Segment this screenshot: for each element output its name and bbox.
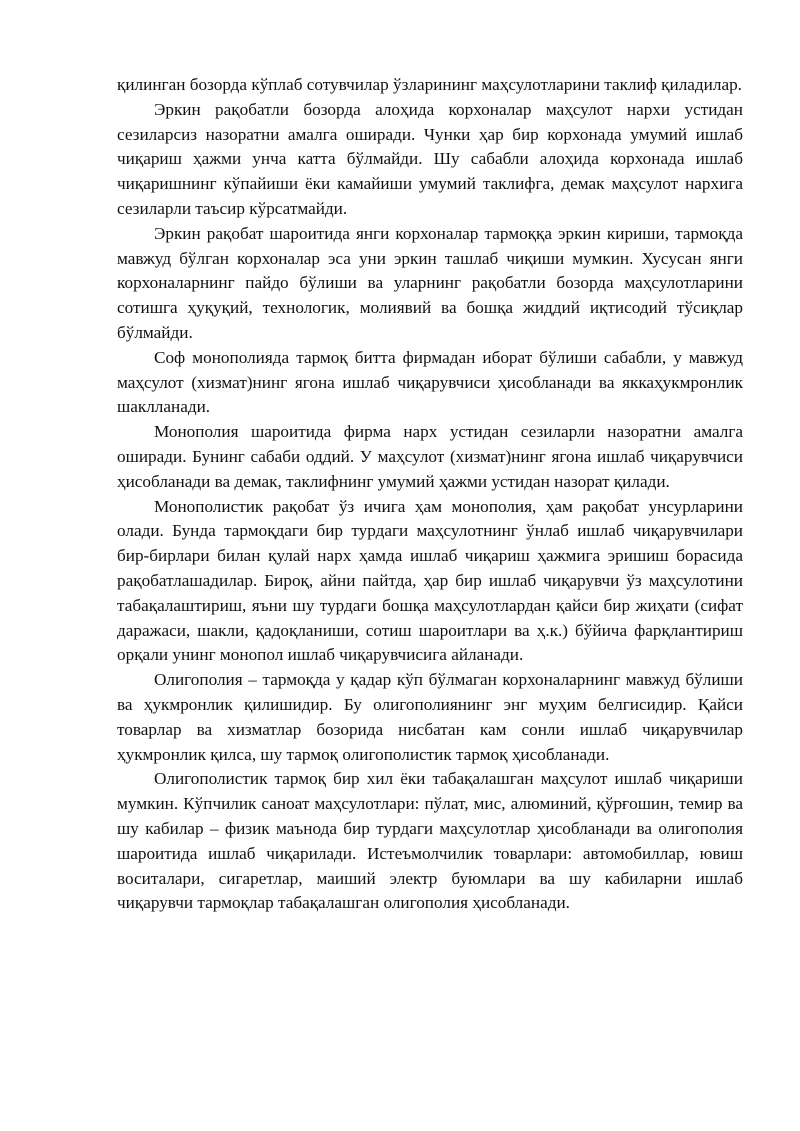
paragraph-monopolistic-competition: Монополистик рақобат ўз ичига ҳам монополия, ҳам рақобат унсурларини олади. Бунда тармоқдаги бир турдаги маҳсулотнинг ўнлаб ишлаб чиқарувчилари бир-бирлари билан қулай нарх ҳамда ишлаб чиқариш ҳажмига эришиш борасида рақобатлашадилар. Бироқ, айни пайтда, ҳар бир ишлаб чиқарувчи ўз маҳсулотини табақалаштириш, яъни шу турдаги бошқа маҳсулотлардан қайси бир жиҳати (сифат даражаси, шакли, қадоқланиши, сотиш шароитлари ва ҳ.к.) бўйича фарқлантириш орқали унинг монопол ишлаб чиқарувчисига айланади. [117,496,743,665]
paragraph-free-competition-control: Эркин рақобатли бозорда алоҳида корхоналар маҳсулот нархи устидан сезиларсиз назоратни амалга оширади. Чунки ҳар бир корхонада умумий ишлаб чиқариш ҳажми унча катта бўлмайди. Шу сабабли алоҳида корхонада ишлаб чиқаришнинг кўпайиши ёки камайиши умумий таклифга, демак маҳсулот нархига сезиларли таъсир кўрсатмайди. [117,99,743,218]
paragraph-pure-monopoly: Соф монополияда тармоқ битта фирмадан иборат бўлиши сабабли, у мавжуд маҳсулот (хизмат)нинг ягона ишлаб чиқарувчиси ҳисобланади ва яккаҳукмронлик шаклланади. [117,347,743,417]
paragraph-oligopoly-products: Олигополистик тармоқ бир хил ёки табақалашган маҳсулот ишлаб чиқариши мумкин. Кўпчилик саноат маҳсулотлари: пўлат, мис, алюминий, қўрғошин, темир ва шу кабилар – физик маънода бир турдаги маҳсулотлар ҳисобланади ва олигополия шароитида ишлаб чиқарилади. Истеъмолчилик товарлари: автомобиллар, ювиш воситалари, сигаретлар, маиший электр буюмлари ва шу кабиларни ишлаб чиқарувчи тармоқлар табақалашган олигополия ҳисобланади. [117,769,743,913]
document-page [117,73,743,916]
paragraph-oligopoly-definition: Олигополия – тармоқда у қадар кўп бўлмаган корхоналарнинг мавжуд бўлиши ва ҳукмронлик қилишидир. Бу олигополиянинг энг муҳим белгисидир. Қайси товарлар ва хизматлар бозорида нисбатан кам сонли ишлаб чиқарувчилар ҳукмронлик қилса, шу тармоқ олигополистик тармоқ ҳисобланади. [117,670,743,764]
paragraph-free-entry: Эркин рақобат шароитида янги корхоналар тармоққа эркин кириши, тармоқда мавжуд бўлган корхоналар эса уни эркин ташлаб чиқиши мумкин. Хусусан янги корхоналарнинг пайдо бўлиши ва уларнинг рақобатли бозорда маҳсулотларини сотишга ҳуқуқий, технологик, молиявий ва бошқа жиддий иқтисодий тўсиқлар бўлмайди. [117,223,743,342]
paragraph-continuation: қилинган бозорда кўплаб сотувчилар ўзларининг маҳсулотларини таклиф қиладилар. [117,75,742,94]
paragraph-monopoly-price-control: Монополия шароитида фирма нарх устидан сезиларли назоратни амалга оширади. Бунинг сабаби оддий. У маҳсулот (хизмат)нинг ягона ишлаб чиқарувчиси ҳисобланади ва демак, таклифнинг умумий ҳажми устидан назорат қилади. [117,422,743,491]
